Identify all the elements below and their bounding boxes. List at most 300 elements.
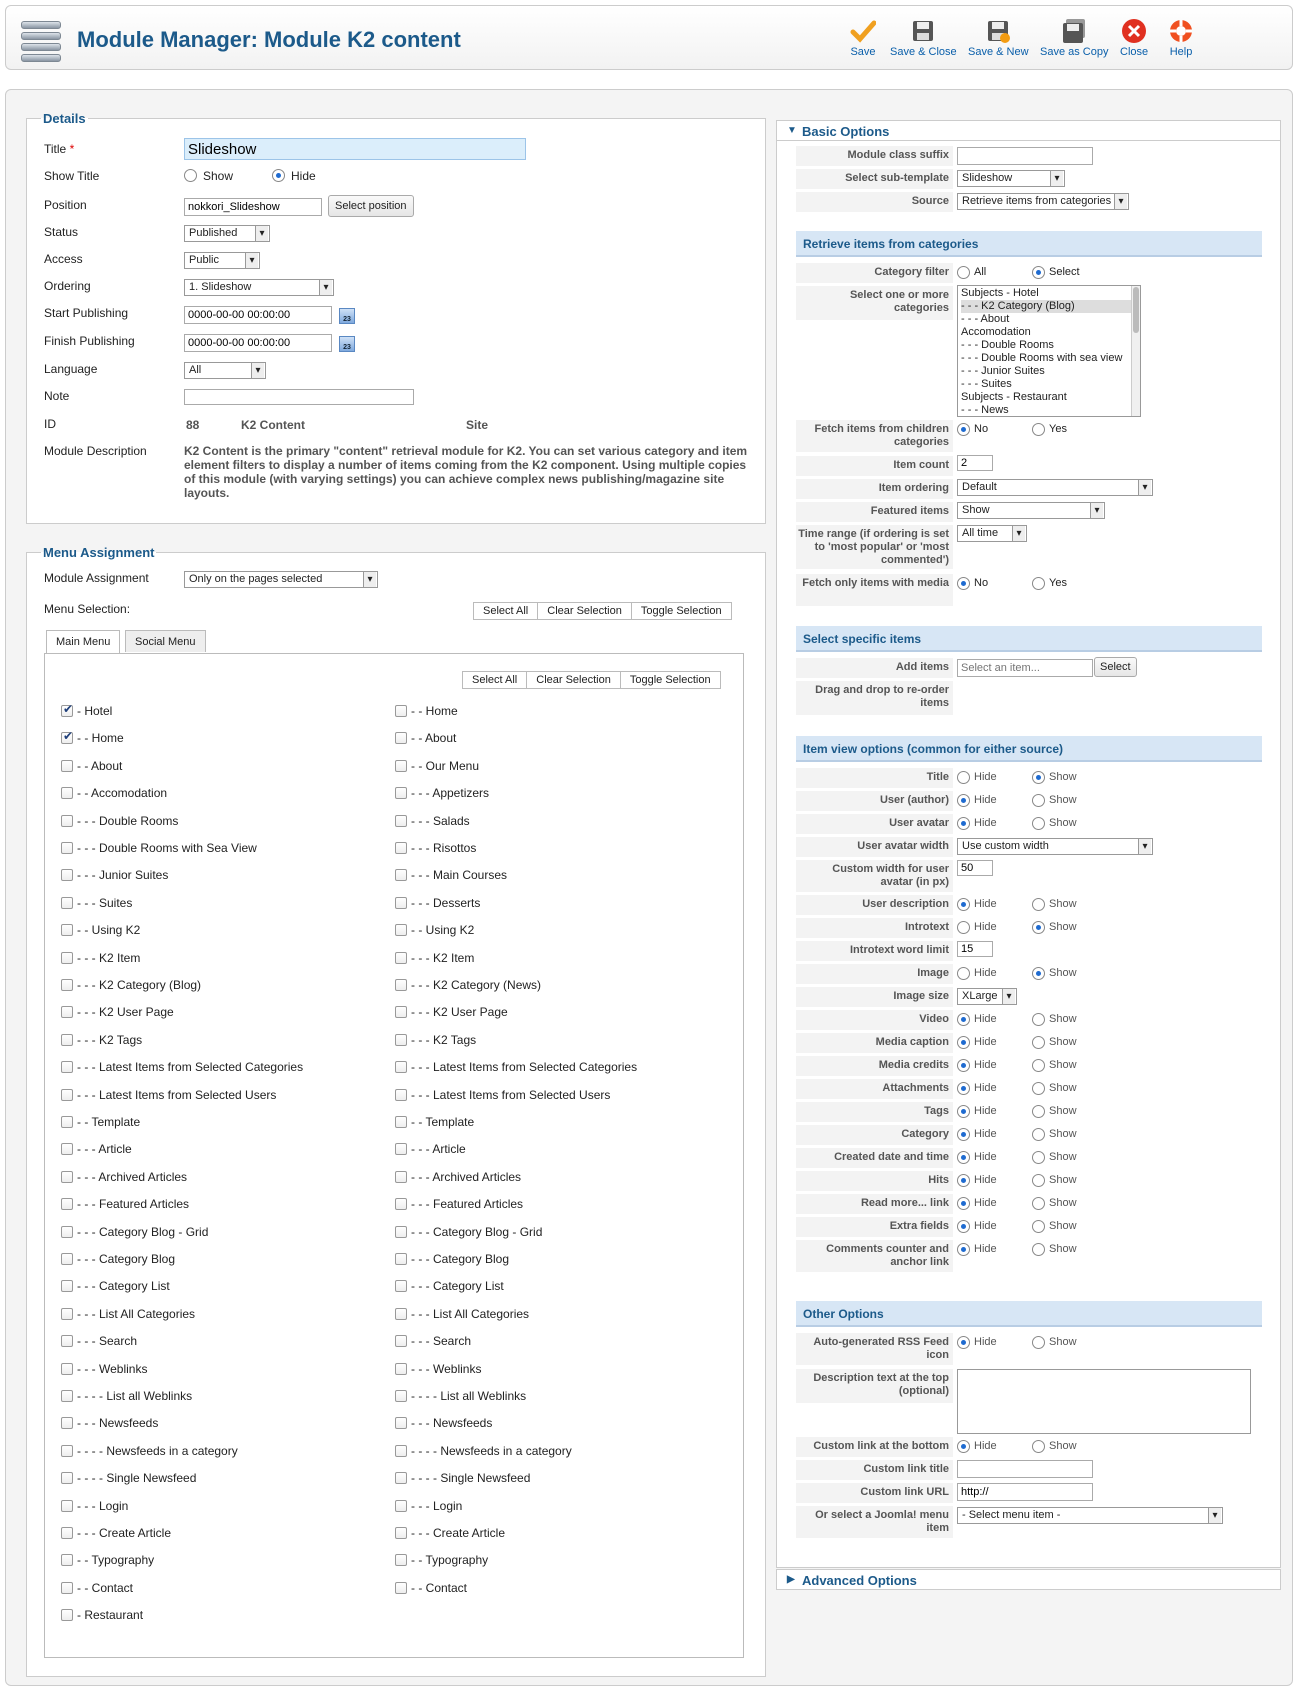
category-option[interactable]: Subjects - Restaurant (961, 391, 1067, 403)
view-option-hide-radio[interactable] (957, 794, 970, 807)
menu-item[interactable] (61, 1416, 158, 1430)
view-option-show-label: Show (1049, 1151, 1077, 1163)
rss-show-radio[interactable] (1032, 1336, 1045, 1349)
view-option-input[interactable] (957, 941, 993, 957)
view-option-hide-radio[interactable] (957, 1128, 970, 1141)
menu-item-checkbox[interactable] (61, 1445, 73, 1457)
menu-item-checkbox[interactable] (61, 1363, 73, 1375)
menu-item[interactable] (61, 1060, 303, 1074)
menu-item[interactable] (61, 1362, 147, 1376)
menu-item-checkbox[interactable] (61, 787, 73, 799)
menu-item[interactable] (61, 759, 122, 773)
menu-item[interactable] (395, 1581, 467, 1595)
menu-item-checkbox[interactable] (395, 1582, 407, 1594)
ordering-label: Ordering (44, 279, 91, 293)
basic-options-header[interactable] (777, 121, 1280, 141)
menu-item[interactable] (395, 814, 470, 828)
menu-item-checkbox[interactable] (395, 1335, 407, 1347)
menu-item-checkbox[interactable] (395, 897, 407, 909)
view-option-hide-label: Hide (974, 1082, 997, 1094)
title-label: Title * (44, 142, 75, 156)
view-option-hide-radio[interactable] (957, 1174, 970, 1187)
menu-item[interactable] (395, 1444, 572, 1458)
category-option[interactable]: - - - K2 Category (Blog) (961, 300, 1137, 313)
menu-item-label: - - - Search (77, 1334, 138, 1349)
menu-item-checkbox[interactable] (61, 952, 73, 964)
language-label: Language (44, 362, 98, 376)
menu-item-checkbox[interactable] (395, 1363, 407, 1375)
category-filter-label: Category filter (796, 263, 953, 283)
view-option-show-radio[interactable] (1032, 1243, 1045, 1256)
module-assignment-select[interactable]: Only on the pages selected ▾ (184, 571, 378, 588)
menu-item[interactable] (395, 1005, 508, 1019)
menu-item[interactable] (395, 1307, 529, 1321)
view-option-show-radio[interactable] (1032, 1197, 1045, 1210)
menu-item-checkbox[interactable] (395, 1390, 407, 1402)
menu-item[interactable] (395, 1526, 505, 1540)
category-option[interactable]: - - - Suites (961, 378, 1012, 390)
menu-item-checkbox[interactable] (61, 1116, 73, 1128)
fetch-media-yes-label: Yes (1049, 577, 1067, 589)
details-legend: Details (43, 111, 86, 126)
fetch-media-no-radio[interactable] (957, 577, 970, 590)
menu-item[interactable] (395, 1252, 509, 1266)
view-option-hide-radio[interactable] (957, 1082, 970, 1095)
menu-item-label: - - - Main Courses (411, 868, 508, 883)
menu-item-checkbox[interactable] (61, 924, 73, 936)
menu-item-checkbox[interactable] (395, 705, 407, 717)
menu-item[interactable] (61, 1581, 133, 1595)
save-new-button[interactable] (968, 18, 1029, 58)
view-option-label: Read more... link (796, 1194, 953, 1214)
menu-item-checkbox[interactable] (395, 1445, 407, 1457)
menu-item-checkbox[interactable] (395, 869, 407, 881)
menu-item[interactable] (61, 1115, 140, 1129)
menu-item-checkbox[interactable] (61, 1527, 73, 1539)
menu-item-checkbox[interactable] (61, 1006, 73, 1018)
featured-items-select[interactable]: Show ▾ (957, 502, 1105, 519)
subtemplate-select[interactable]: Slideshow ▾ (957, 170, 1065, 187)
menu-item[interactable] (61, 1307, 195, 1321)
view-option-hide-label: Hide (974, 921, 997, 933)
menu-item[interactable] (395, 978, 541, 992)
menu-item-checkbox[interactable] (395, 1034, 407, 1046)
view-option-label: Introtext (796, 918, 953, 938)
menu-item-label: - - - Create Article (77, 1526, 172, 1540)
triangle-down-icon: ▼ (787, 125, 797, 136)
access-select[interactable]: Public ▾ (184, 252, 260, 269)
menu-item[interactable] (395, 868, 507, 882)
clear-selection-button[interactable]: Clear Selection (538, 603, 632, 619)
menu-item[interactable] (61, 1170, 187, 1184)
floppy-disk-icon (910, 18, 936, 44)
view-option-show-radio[interactable] (1032, 794, 1045, 807)
view-option-show-radio[interactable] (1032, 817, 1045, 830)
menu-item-checkbox[interactable] (61, 1253, 73, 1265)
menu-item-checkbox[interactable] (395, 1171, 407, 1183)
menu-item[interactable] (395, 1334, 471, 1348)
menu-item[interactable] (61, 841, 257, 855)
fetch-media-yes-radio[interactable] (1032, 577, 1045, 590)
title-input[interactable] (184, 138, 526, 160)
menu-item-label: - - Home (411, 704, 458, 718)
menu-item-checkbox[interactable] (395, 1527, 407, 1539)
select-all-button[interactable]: Select All (463, 672, 527, 688)
view-option-show-radio[interactable] (1032, 1105, 1045, 1118)
menu-item-checkbox[interactable] (61, 1472, 73, 1484)
menu-item[interactable] (61, 1526, 171, 1540)
menu-item[interactable] (61, 1389, 192, 1403)
menu-item[interactable] (395, 1088, 610, 1102)
menu-item[interactable] (61, 1197, 189, 1211)
view-option-show-radio[interactable] (1032, 1151, 1045, 1164)
select-all-button[interactable]: Select All (474, 603, 538, 619)
menu-item-checkbox[interactable] (61, 1554, 73, 1566)
menu-item-checkbox[interactable] (395, 924, 407, 936)
menu-item-label: - - - Latest Items from Selected Categories (77, 1060, 304, 1075)
menu-item[interactable] (395, 951, 474, 965)
triangle-right-icon: ▶ (787, 1574, 795, 1585)
menu-item[interactable] (395, 1033, 476, 1047)
scrollbar-thumb[interactable] (1133, 287, 1139, 333)
menu-item[interactable] (395, 1060, 637, 1074)
menu-item-checkbox[interactable] (395, 952, 407, 964)
view-option-label: Hits (796, 1171, 953, 1191)
view-option-hide-radio[interactable] (957, 817, 970, 830)
view-option-hide-label: Hide (974, 1013, 997, 1025)
menu-item[interactable] (61, 814, 178, 828)
time-range-select[interactable]: All time ▾ (957, 525, 1027, 542)
menu-item[interactable] (61, 1279, 170, 1293)
close-icon (1121, 18, 1147, 44)
menu-item-checkbox[interactable] (61, 1226, 73, 1238)
joomla-menu-select[interactable]: - Select menu item - ▾ (957, 1507, 1223, 1524)
fetch-children-yes-radio[interactable] (1032, 423, 1045, 436)
view-option-hide-radio[interactable] (957, 1197, 970, 1210)
view-option-hide-radio[interactable] (957, 1036, 970, 1049)
menu-item-label: - - Template (411, 1115, 475, 1129)
view-option-show-radio[interactable] (1032, 1174, 1045, 1187)
view-option-show-radio[interactable] (1032, 1128, 1045, 1141)
language-select[interactable]: All ▾ (184, 362, 266, 379)
menu-item-checkbox[interactable] (61, 1280, 73, 1292)
menu-item[interactable] (61, 704, 112, 718)
menu-item-checkbox[interactable] (395, 1198, 407, 1210)
calendar-icon[interactable]: 23 (339, 308, 355, 324)
menu-item[interactable] (395, 1115, 474, 1129)
category-filter-all-radio[interactable] (957, 266, 970, 279)
menu-item-label: - - - K2 Item (77, 950, 141, 965)
rss-hide-radio[interactable] (957, 1336, 970, 1349)
menu-item-label: - - - Risottos (411, 841, 477, 855)
view-option-show-radio[interactable] (1032, 1013, 1045, 1026)
menu-item-checkbox[interactable] (61, 1417, 73, 1429)
view-option-show-label: Show (1049, 771, 1077, 783)
menu-item-checkbox[interactable] (395, 979, 407, 991)
menu-item[interactable] (395, 1279, 504, 1293)
view-option-hide-label: Hide (974, 1105, 997, 1117)
menu-item[interactable] (61, 1005, 174, 1019)
view-option-hide-radio[interactable] (957, 898, 970, 911)
menu-item[interactable] (61, 1088, 276, 1102)
categories-listbox[interactable] (957, 285, 1141, 417)
menu-item[interactable] (395, 1197, 523, 1211)
menu-assignment-content (26, 545, 766, 1677)
menu-item-checkbox[interactable] (61, 1171, 73, 1183)
finish-publishing-label: Finish Publishing (44, 334, 135, 348)
menu-item-checkbox[interactable] (395, 1226, 407, 1238)
add-items-select-button[interactable]: Select (1094, 657, 1137, 677)
description-top-label: Description text at the top (optional) (796, 1369, 953, 1403)
menu-item-checkbox[interactable] (395, 1143, 407, 1155)
menu-item-checkbox[interactable] (61, 897, 73, 909)
menu-item-label: - Restaurant (77, 1608, 144, 1623)
menu-item-checkbox[interactable] (61, 760, 73, 772)
menu-item-label: - - - Search (411, 1334, 472, 1349)
menu-item[interactable] (61, 1608, 143, 1622)
view-option-hide-radio[interactable] (957, 771, 970, 784)
menu-item-checkbox[interactable] (61, 1143, 73, 1155)
view-option-show-radio[interactable] (1032, 898, 1045, 911)
custom-link-hide-label: Hide (974, 1440, 997, 1452)
menu-item-checkbox[interactable] (395, 1116, 407, 1128)
menu-item-label: - - - Category Blog - Grid (77, 1224, 209, 1239)
category-filter-select-label: Select (1049, 266, 1080, 278)
menu-item-checkbox[interactable] (61, 1061, 73, 1073)
show-title-hide-radio[interactable] (272, 169, 285, 182)
menu-item-checkbox[interactable] (395, 1554, 407, 1566)
class-suffix-input[interactable] (957, 147, 1093, 165)
toggle-selection-button[interactable]: Toggle Selection (640, 605, 722, 617)
toggle-selection-button[interactable]: Toggle Selection (629, 674, 711, 686)
menu-item-checkbox[interactable] (61, 869, 73, 881)
menu-item[interactable] (395, 759, 479, 773)
show-title-show-radio[interactable] (184, 169, 197, 182)
menu-item-label: - - - Newsfeeds (411, 1416, 493, 1431)
save-copy-label: Save as Copy (1040, 46, 1109, 58)
menu-item[interactable] (61, 1444, 238, 1458)
menu-item[interactable] (61, 786, 167, 800)
menu-item-label: - - - Salads (411, 813, 470, 828)
view-option-show-radio[interactable] (1032, 771, 1045, 784)
menu-item-checkbox[interactable] (395, 1500, 407, 1512)
menu-item-checkbox[interactable] (61, 815, 73, 827)
menu-item-label: - - Accomodation (77, 786, 168, 801)
menu-item[interactable] (395, 1225, 542, 1239)
view-option-select[interactable]: Use custom width ▾ (957, 838, 1153, 855)
show-title-label: Show Title (44, 169, 100, 183)
note-label: Note (44, 389, 70, 403)
view-option-hide-radio[interactable] (957, 1059, 970, 1072)
menu-item-checkbox[interactable] (61, 705, 73, 717)
menu-item[interactable] (61, 951, 140, 965)
category-option[interactable]: - - - News (961, 404, 1009, 416)
view-option-hide-radio[interactable] (957, 1105, 970, 1118)
menu-item-checkbox[interactable] (395, 732, 407, 744)
menu-item-checkbox[interactable] (61, 1308, 73, 1320)
menu-item[interactable] (395, 1170, 521, 1184)
view-option-hide-radio[interactable] (957, 1151, 970, 1164)
menu-item-label: - - - Featured Articles (411, 1197, 524, 1212)
menu-item-checkbox[interactable] (61, 1034, 73, 1046)
menu-item-checkbox[interactable] (395, 1253, 407, 1265)
category-option[interactable]: - - - About (961, 313, 1010, 325)
menu-item-checkbox[interactable] (395, 815, 407, 827)
category-option[interactable]: Subjects - Hotel (961, 287, 1039, 299)
menu-item[interactable] (395, 841, 476, 855)
view-option-show-radio[interactable] (1032, 1220, 1045, 1233)
help-button[interactable] (1168, 18, 1194, 58)
menu-item-checkbox[interactable] (395, 1417, 407, 1429)
menu-item-checkbox[interactable] (395, 1280, 407, 1292)
menu-item-checkbox[interactable] (61, 1198, 73, 1210)
menu-item-checkbox[interactable] (395, 760, 407, 772)
menu-item[interactable] (61, 1471, 196, 1485)
menu-item-checkbox[interactable] (395, 1006, 407, 1018)
menu-item[interactable] (61, 1499, 128, 1513)
view-option-label: Attachments (796, 1079, 953, 1099)
menu-item[interactable] (61, 1553, 154, 1567)
view-option-label: User avatar width (796, 837, 953, 857)
view-option-hide-radio[interactable] (957, 967, 970, 980)
item-ordering-select[interactable]: Default ▾ (957, 479, 1153, 496)
menu-item[interactable] (61, 1225, 208, 1239)
view-option-show-radio[interactable] (1032, 921, 1045, 934)
category-option[interactable]: - - - Double Rooms (961, 339, 1054, 351)
view-option-show-radio[interactable] (1032, 1059, 1045, 1072)
advanced-options-header[interactable] (776, 1569, 1281, 1590)
fetch-children-no-radio[interactable] (957, 423, 970, 436)
menu-item[interactable] (395, 1142, 466, 1156)
menu-item[interactable] (395, 704, 458, 718)
tab-main-menu[interactable]: Main Menu (46, 630, 120, 653)
menu-item-checkbox[interactable] (395, 1089, 407, 1101)
category-filter-select-radio[interactable] (1032, 266, 1045, 279)
description-top-textarea[interactable] (957, 1369, 1251, 1434)
view-option-hide-label: Hide (974, 1197, 997, 1209)
custom-link-show-radio[interactable] (1032, 1440, 1045, 1453)
menu-item-checkbox[interactable] (61, 1582, 73, 1594)
menu-item-label: - - Using K2 (411, 923, 475, 938)
status-select[interactable]: Published ▾ (184, 225, 270, 242)
view-option-hide-label: Hide (974, 817, 997, 829)
menu-item-checkbox[interactable] (61, 842, 73, 854)
menu-item[interactable] (61, 1252, 175, 1266)
view-option-show-radio[interactable] (1032, 967, 1045, 980)
categories-scrollbar[interactable] (1131, 286, 1140, 416)
view-option-hide-radio[interactable] (957, 1220, 970, 1233)
menu-item-checkbox[interactable] (395, 1308, 407, 1320)
menu-item-label: - - - - Newsfeeds in a category (411, 1443, 572, 1458)
menu-item[interactable] (61, 1033, 142, 1047)
menu-item-checkbox[interactable] (61, 1390, 73, 1402)
select-position-button[interactable]: Select position (328, 195, 414, 217)
menu-item[interactable] (395, 896, 480, 910)
view-option-label: Extra fields (796, 1217, 953, 1237)
menu-item-label: - - - Archived Articles (77, 1169, 188, 1184)
menu-item[interactable] (395, 1471, 530, 1485)
menu-item-checkbox[interactable] (61, 1089, 73, 1101)
view-option-show-label: Show (1049, 1174, 1077, 1186)
view-option-show-label: Show (1049, 921, 1077, 933)
basic-options-title: Basic Options (802, 124, 890, 139)
menu-item-checkbox[interactable] (395, 842, 407, 854)
view-option-hide-label: Hide (974, 1059, 997, 1071)
view-option-input[interactable] (957, 860, 993, 876)
menu-item-checkbox[interactable] (395, 1472, 407, 1484)
ordering-select[interactable]: 1. Slideshow ▾ (184, 279, 334, 296)
menu-item[interactable] (395, 1389, 526, 1403)
menu-item[interactable] (395, 786, 489, 800)
finish-publishing-input[interactable] (184, 334, 332, 352)
menu-item[interactable] (61, 731, 124, 745)
item-count-input[interactable] (957, 455, 993, 471)
menu-item-checkbox[interactable] (61, 1500, 73, 1512)
clear-selection-button[interactable]: Clear Selection (527, 672, 621, 688)
menu-item[interactable] (395, 923, 474, 937)
menu-item[interactable] (395, 1362, 481, 1376)
fetch-children-yes-label: Yes (1049, 423, 1067, 435)
view-option-hide-radio[interactable] (957, 1013, 970, 1026)
menu-item[interactable] (61, 1334, 137, 1348)
menu-item[interactable] (61, 978, 201, 992)
view-option-hide-radio[interactable] (957, 921, 970, 934)
tab-social-menu[interactable]: Social Menu (125, 630, 206, 652)
menu-item-checkbox[interactable] (61, 979, 73, 991)
custom-link-hide-radio[interactable] (957, 1440, 970, 1453)
menu-item-checkbox[interactable] (61, 1609, 73, 1621)
menu-item[interactable] (61, 1142, 132, 1156)
view-option-hide-label: Hide (974, 1243, 997, 1255)
menu-item[interactable] (395, 1499, 462, 1513)
start-publishing-input[interactable] (184, 306, 332, 324)
view-option-show-radio[interactable] (1032, 1036, 1045, 1049)
position-input[interactable] (184, 198, 322, 216)
menu-item[interactable] (395, 1416, 492, 1430)
custom-link-title-input[interactable] (957, 1460, 1093, 1478)
menu-item[interactable] (61, 868, 168, 882)
menu-item-checkbox[interactable] (395, 787, 407, 799)
add-items-input[interactable] (957, 659, 1093, 677)
note-input[interactable] (184, 389, 414, 405)
custom-link-url-input[interactable] (957, 1483, 1093, 1501)
view-option-show-radio[interactable] (1032, 1082, 1045, 1095)
category-option[interactable]: - - - Junior Suites (961, 365, 1045, 377)
show-title-show-label: Show (203, 169, 234, 183)
view-option-select[interactable]: XLarge ▾ (957, 988, 1017, 1005)
view-option-label: Created date and time (796, 1148, 953, 1168)
menu-item-label: - - - Weblinks (411, 1361, 482, 1376)
save-close-button[interactable] (890, 18, 957, 58)
view-option-hide-radio[interactable] (957, 1243, 970, 1256)
menu-item[interactable] (395, 1553, 488, 1567)
menu-item-checkbox[interactable] (61, 1335, 73, 1347)
menu-item[interactable] (61, 896, 132, 910)
save-button[interactable] (850, 18, 876, 58)
menu-item-checkbox[interactable] (395, 1061, 407, 1073)
menu-item[interactable] (61, 923, 140, 937)
source-select[interactable]: Retrieve items from categories ▾ (957, 193, 1129, 210)
calendar-icon[interactable]: 23 (339, 336, 355, 352)
checkmark-icon (850, 18, 876, 44)
menu-item[interactable] (395, 731, 456, 745)
category-option[interactable]: Accomodation (961, 326, 1031, 338)
close-button[interactable] (1120, 18, 1148, 58)
category-option[interactable]: - - - Double Rooms with sea view (961, 352, 1123, 364)
view-option-hide-label: Hide (974, 898, 997, 910)
menu-item-checkbox[interactable] (61, 732, 73, 744)
save-copy-button[interactable] (1040, 18, 1108, 58)
